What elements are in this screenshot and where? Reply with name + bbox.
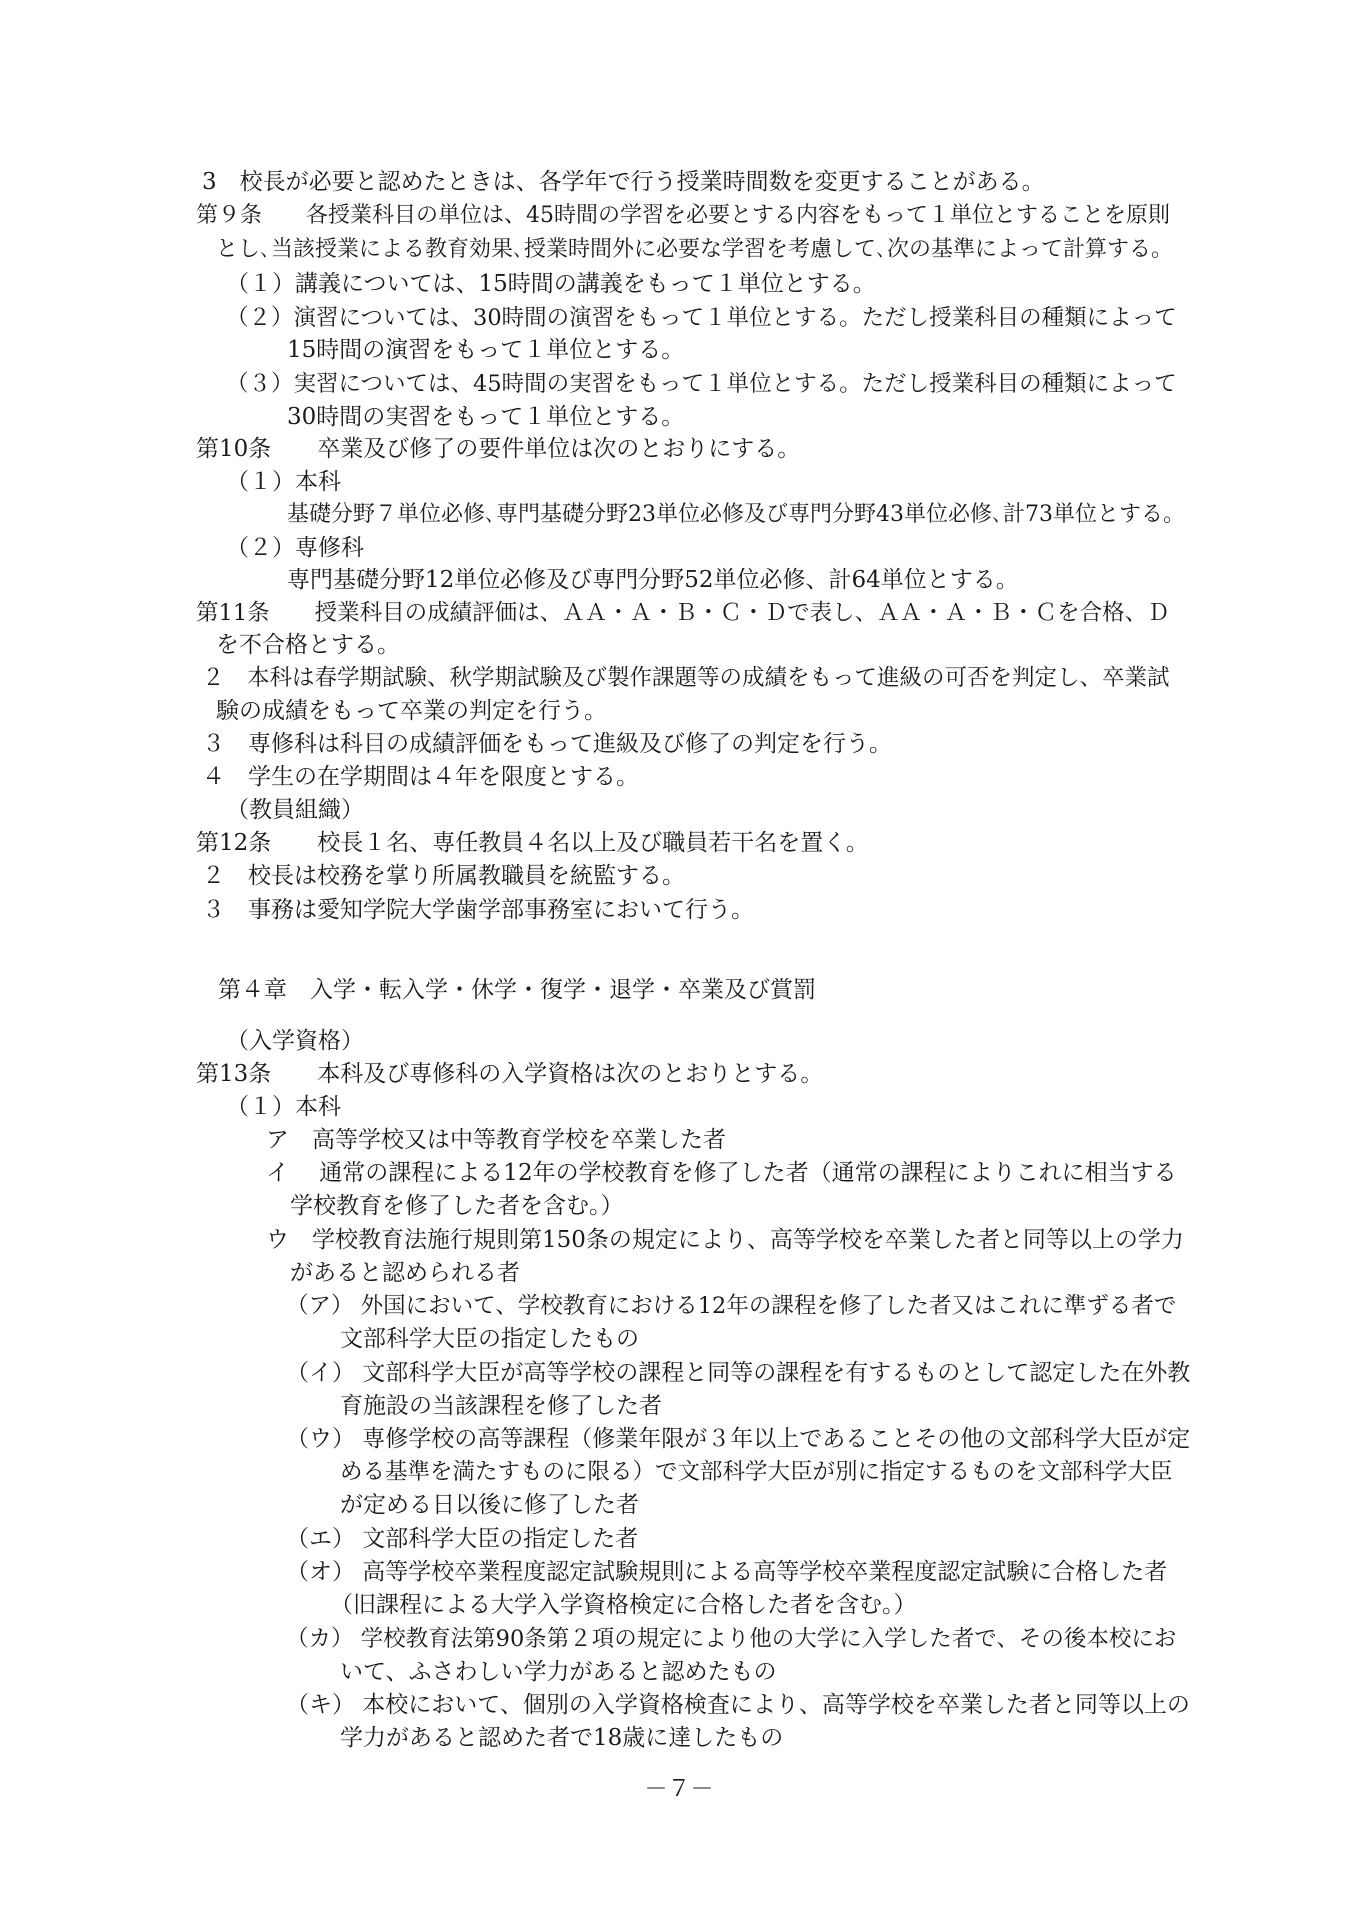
- list-item: ア 高等学校又は中等教育学校を卒業した者: [266, 1127, 726, 1153]
- text-line: があると認められる者: [290, 1260, 520, 1286]
- list-item: （キ） 本校において、個別の入学資格検査により、高等学校を卒業した者と同等以上の: [286, 1692, 1190, 1718]
- list-item: （イ） 文部科学大臣が高等学校の課程と同等の課程を有するものとして認定した在外教: [286, 1360, 1191, 1386]
- section-caption: （入学資格）: [226, 1028, 364, 1054]
- text-line: 15時間の演習をもって１単位とする。: [287, 337, 685, 363]
- text-line: 学力があると認めた者で18歳に達したもの: [340, 1725, 784, 1751]
- text-line: が定める日以後に修了した者: [340, 1492, 639, 1518]
- list-item: （オ） 高等学校卒業程度認定試験規則による高等学校卒業程度認定試験に合格した者: [286, 1559, 1168, 1585]
- section-caption: （教員組織）: [226, 797, 364, 823]
- list-item: （１）本科: [226, 469, 341, 495]
- article-10: 第10条 卒業及び修了の要件単位は次のとおりにする。: [196, 436, 801, 462]
- list-item: （カ） 学校教育法第90条第２項の規定により他の大学に入学した者で、その後本校にお: [286, 1626, 1177, 1652]
- text-line: 専門基礎分野12単位必修及び専門分野52単位必修、計64単位とする。: [287, 567, 1019, 593]
- text-line: 学校教育を修了した者を含む｡）: [290, 1193, 624, 1219]
- article-12: 第12条 校長１名、専任教員４名以上及び職員若干名を置く。: [196, 830, 869, 856]
- list-item: （３）実習については、45時間の実習をもって１単位とする。ただし授業科目の種類によって: [226, 371, 1177, 397]
- text-line: ２ 校長は校務を掌り所属教職員を統監する。: [202, 863, 685, 889]
- list-item: （ア） 外国において、学校教育における12年の課程を修了した者又はこれに準ずる者で: [286, 1293, 1177, 1319]
- text-line: とし､当該授業による教育効果､授業時間外に必要な学習を考慮して､次の基準によって計算する。: [216, 237, 1174, 262]
- chapter-heading: 第４章 入学・転入学・休学・復学・退学・卒業及び賞罰: [218, 977, 816, 1003]
- text-line: （旧課程による大学入学資格検定に合格した者を含む｡）: [330, 1592, 917, 1618]
- text-line: ４ 学生の在学期間は４年を限度とする。: [202, 764, 639, 790]
- text-line: ３ 事務は愛知学院大学歯学部事務室において行う。: [202, 897, 754, 923]
- list-item: （１）講義については、15時間の講義をもって１単位とする。: [226, 271, 876, 297]
- text-line: 験の成績をもって卒業の判定を行う。: [216, 698, 607, 724]
- page-number: －７－: [644, 1776, 714, 1802]
- article-11: 第11条 授業科目の成績評価は、ＡＡ・Ａ・Ｂ・Ｃ・Ｄで表し、ＡＡ・Ａ・Ｂ・Ｃを合格、Ｄ: [196, 600, 1170, 626]
- text-line: 基礎分野７単位必修､専門基礎分野23単位必修及び専門分野43単位必修､計73単位とする。: [287, 502, 1185, 527]
- article-13: 第13条 本科及び専修科の入学資格は次のとおりとする。: [196, 1061, 824, 1087]
- text-line: 30時間の実習をもって１単位とする。: [287, 404, 685, 430]
- text-line: 文部科学大臣の指定したもの: [340, 1326, 639, 1352]
- list-item: イ 通常の課程による12年の学校教育を修了した者（通常の課程によりこれに相当する: [266, 1160, 1177, 1186]
- text-line: 育施設の当該課程を修了した者: [340, 1393, 662, 1419]
- text-line: める基準を満たすものに限る）で文部科学大臣が別に指定するものを文部科学大臣: [340, 1459, 1173, 1485]
- text-line: ３ 専修科は科目の成績評価をもって進級及び修了の判定を行う。: [202, 731, 892, 757]
- text-line: 3 校長が必要と認めたときは、各学年で行う授業時間数を変更することがある。: [202, 169, 1045, 195]
- list-item: （２）専修科: [226, 535, 364, 561]
- list-item: （２）演習については、30時間の演習をもって１単位とする。ただし授業科目の種類によって: [226, 305, 1177, 331]
- list-item: （エ） 文部科学大臣の指定した者: [286, 1526, 639, 1552]
- text-line: いて、ふさわしい学力があると認めたもの: [340, 1659, 777, 1685]
- list-item: ウ 学校教育法施行規則第150条の規定により、高等学校を卒業した者と同等以上の学力: [266, 1227, 1184, 1253]
- article-9: 第９条 各授業科目の単位は、45時間の学習を必要とする内容をもって１単位とすることを原則: [196, 203, 1170, 228]
- list-item: （１）本科: [226, 1094, 341, 1120]
- list-item: （ウ） 専修学校の高等課程（修業年限が３年以上であることその他の文部科学大臣が定: [286, 1426, 1191, 1452]
- text-line: ２ 本科は春学期試験、秋学期試験及び製作課題等の成績をもって進級の可否を判定し、卒業試: [202, 665, 1170, 691]
- text-line: を不合格とする。: [216, 632, 400, 658]
